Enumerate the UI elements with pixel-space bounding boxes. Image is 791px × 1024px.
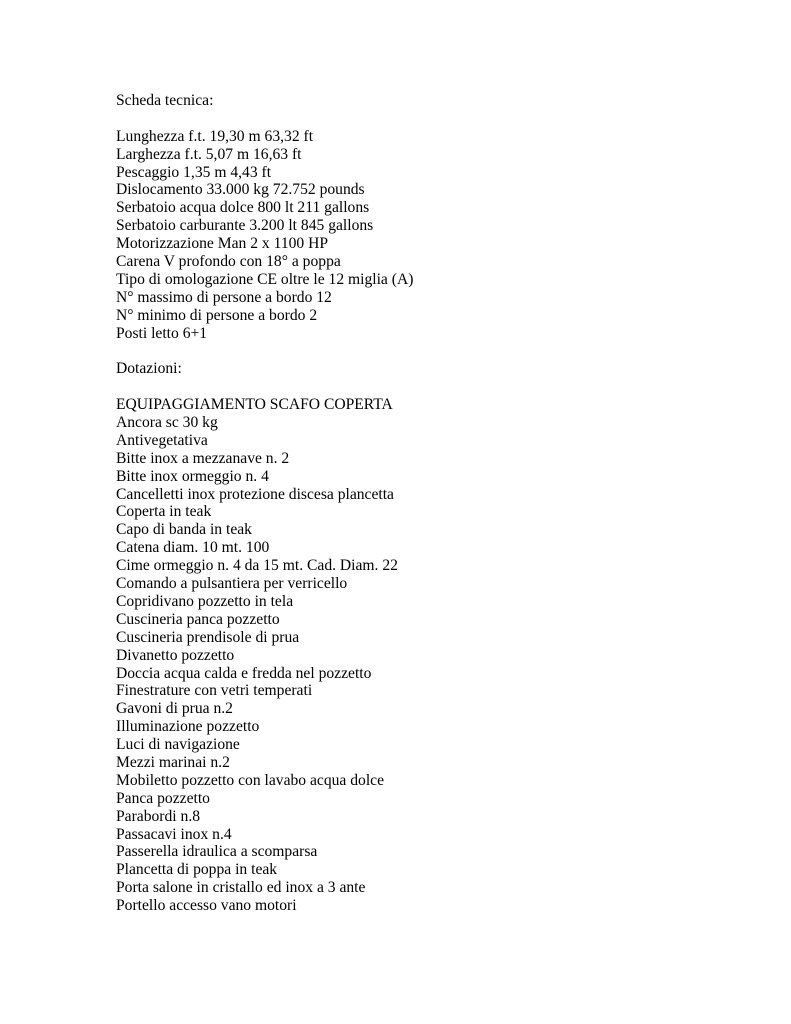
equipment-item: Divanetto pozzetto xyxy=(116,646,235,664)
spec-line: N° massimo di persone a bordo 12 xyxy=(116,288,332,306)
spec-line: Carena V profondo con 18° a poppa xyxy=(116,253,341,271)
equipment-item: Cancelletti inox protezione discesa plancetta xyxy=(116,485,394,503)
equipment-item: Ancora sc 30 kg xyxy=(116,414,218,432)
equipment-item: Mobiletto pozzetto con lavabo acqua dolce xyxy=(116,771,385,789)
equipaggiamento-heading: EQUIPAGGIAMENTO SCAFO COPERTA xyxy=(116,396,393,414)
equipment-item: Cuscineria prendisole di prua xyxy=(116,628,300,646)
equipment-item: Coperta in teak xyxy=(116,503,212,521)
spec-line: Pescaggio 1,35 m 4,43 ft xyxy=(116,163,272,181)
spec-line: Posti letto 6+1 xyxy=(116,324,208,342)
equipment-item: Capo di banda in teak xyxy=(116,521,252,539)
spec-line: Motorizzazione Man 2 x 1100 HP xyxy=(116,235,329,253)
equipment-item: Antivegetativa xyxy=(116,431,208,449)
spec-line: Larghezza f.t. 5,07 m 16,63 ft xyxy=(116,145,302,163)
equipment-item: Passacavi inox n.4 xyxy=(116,825,232,843)
equipment-item: Cuscineria panca pozzetto xyxy=(116,610,280,628)
spec-line: N° minimo di persone a bordo 2 xyxy=(116,306,318,324)
spacer xyxy=(116,342,756,360)
document-page xyxy=(116,92,756,915)
equipment-item: Illuminazione pozzetto xyxy=(116,718,260,736)
equipment-item: Panca pozzetto xyxy=(116,789,210,807)
dotazioni-heading: Dotazioni: xyxy=(116,360,182,378)
equipment-item: Portello accesso vano motori xyxy=(116,897,297,915)
equipment-item: Passerella idraulica a scomparsa xyxy=(116,843,318,861)
equipment-item: Comando a pulsantiera per verricello xyxy=(116,575,348,593)
scheda-tecnica-heading: Scheda tecnica: xyxy=(116,92,214,109)
equipment-item: Mezzi marinai n.2 xyxy=(116,753,230,771)
equipment-item: Finestrature con vetri temperati xyxy=(116,682,313,700)
equipment-item: Porta salone in cristallo ed inox a 3 ante xyxy=(116,879,366,897)
equipment-item: Copridivano pozzetto in tela xyxy=(116,592,294,610)
spec-line: Serbatoio carburante 3.200 lt 845 gallons xyxy=(116,217,374,235)
equipment-item: Plancetta di poppa in teak xyxy=(116,861,278,879)
scheda-tecnica-list xyxy=(116,128,756,343)
spacer xyxy=(116,378,756,396)
equipment-item: Catena diam. 10 mt. 100 xyxy=(116,539,270,557)
spacer xyxy=(116,110,756,128)
equipment-item: Bitte inox a mezzanave n. 2 xyxy=(116,449,290,467)
spec-line: Dislocamento 33.000 kg 72.752 pounds xyxy=(116,181,365,199)
equipment-item: Luci di navigazione xyxy=(116,736,240,754)
equipaggiamento-list xyxy=(116,414,756,915)
spec-line: Serbatoio acqua dolce 800 lt 211 gallons xyxy=(116,199,370,217)
equipment-item: Parabordi n.8 xyxy=(116,807,201,825)
equipment-item: Bitte inox ormeggio n. 4 xyxy=(116,467,269,485)
equipment-item: Doccia acqua calda e fredda nel pozzetto xyxy=(116,664,372,682)
spec-line: Lunghezza f.t. 19,30 m 63,32 ft xyxy=(116,127,314,145)
equipment-item: Gavoni di prua n.2 xyxy=(116,700,233,718)
spec-line: Tipo di omologazione CE oltre le 12 miglia (A) xyxy=(116,270,414,288)
equipment-item: Cime ormeggio n. 4 da 15 mt. Cad. Diam. 22 xyxy=(116,557,398,575)
